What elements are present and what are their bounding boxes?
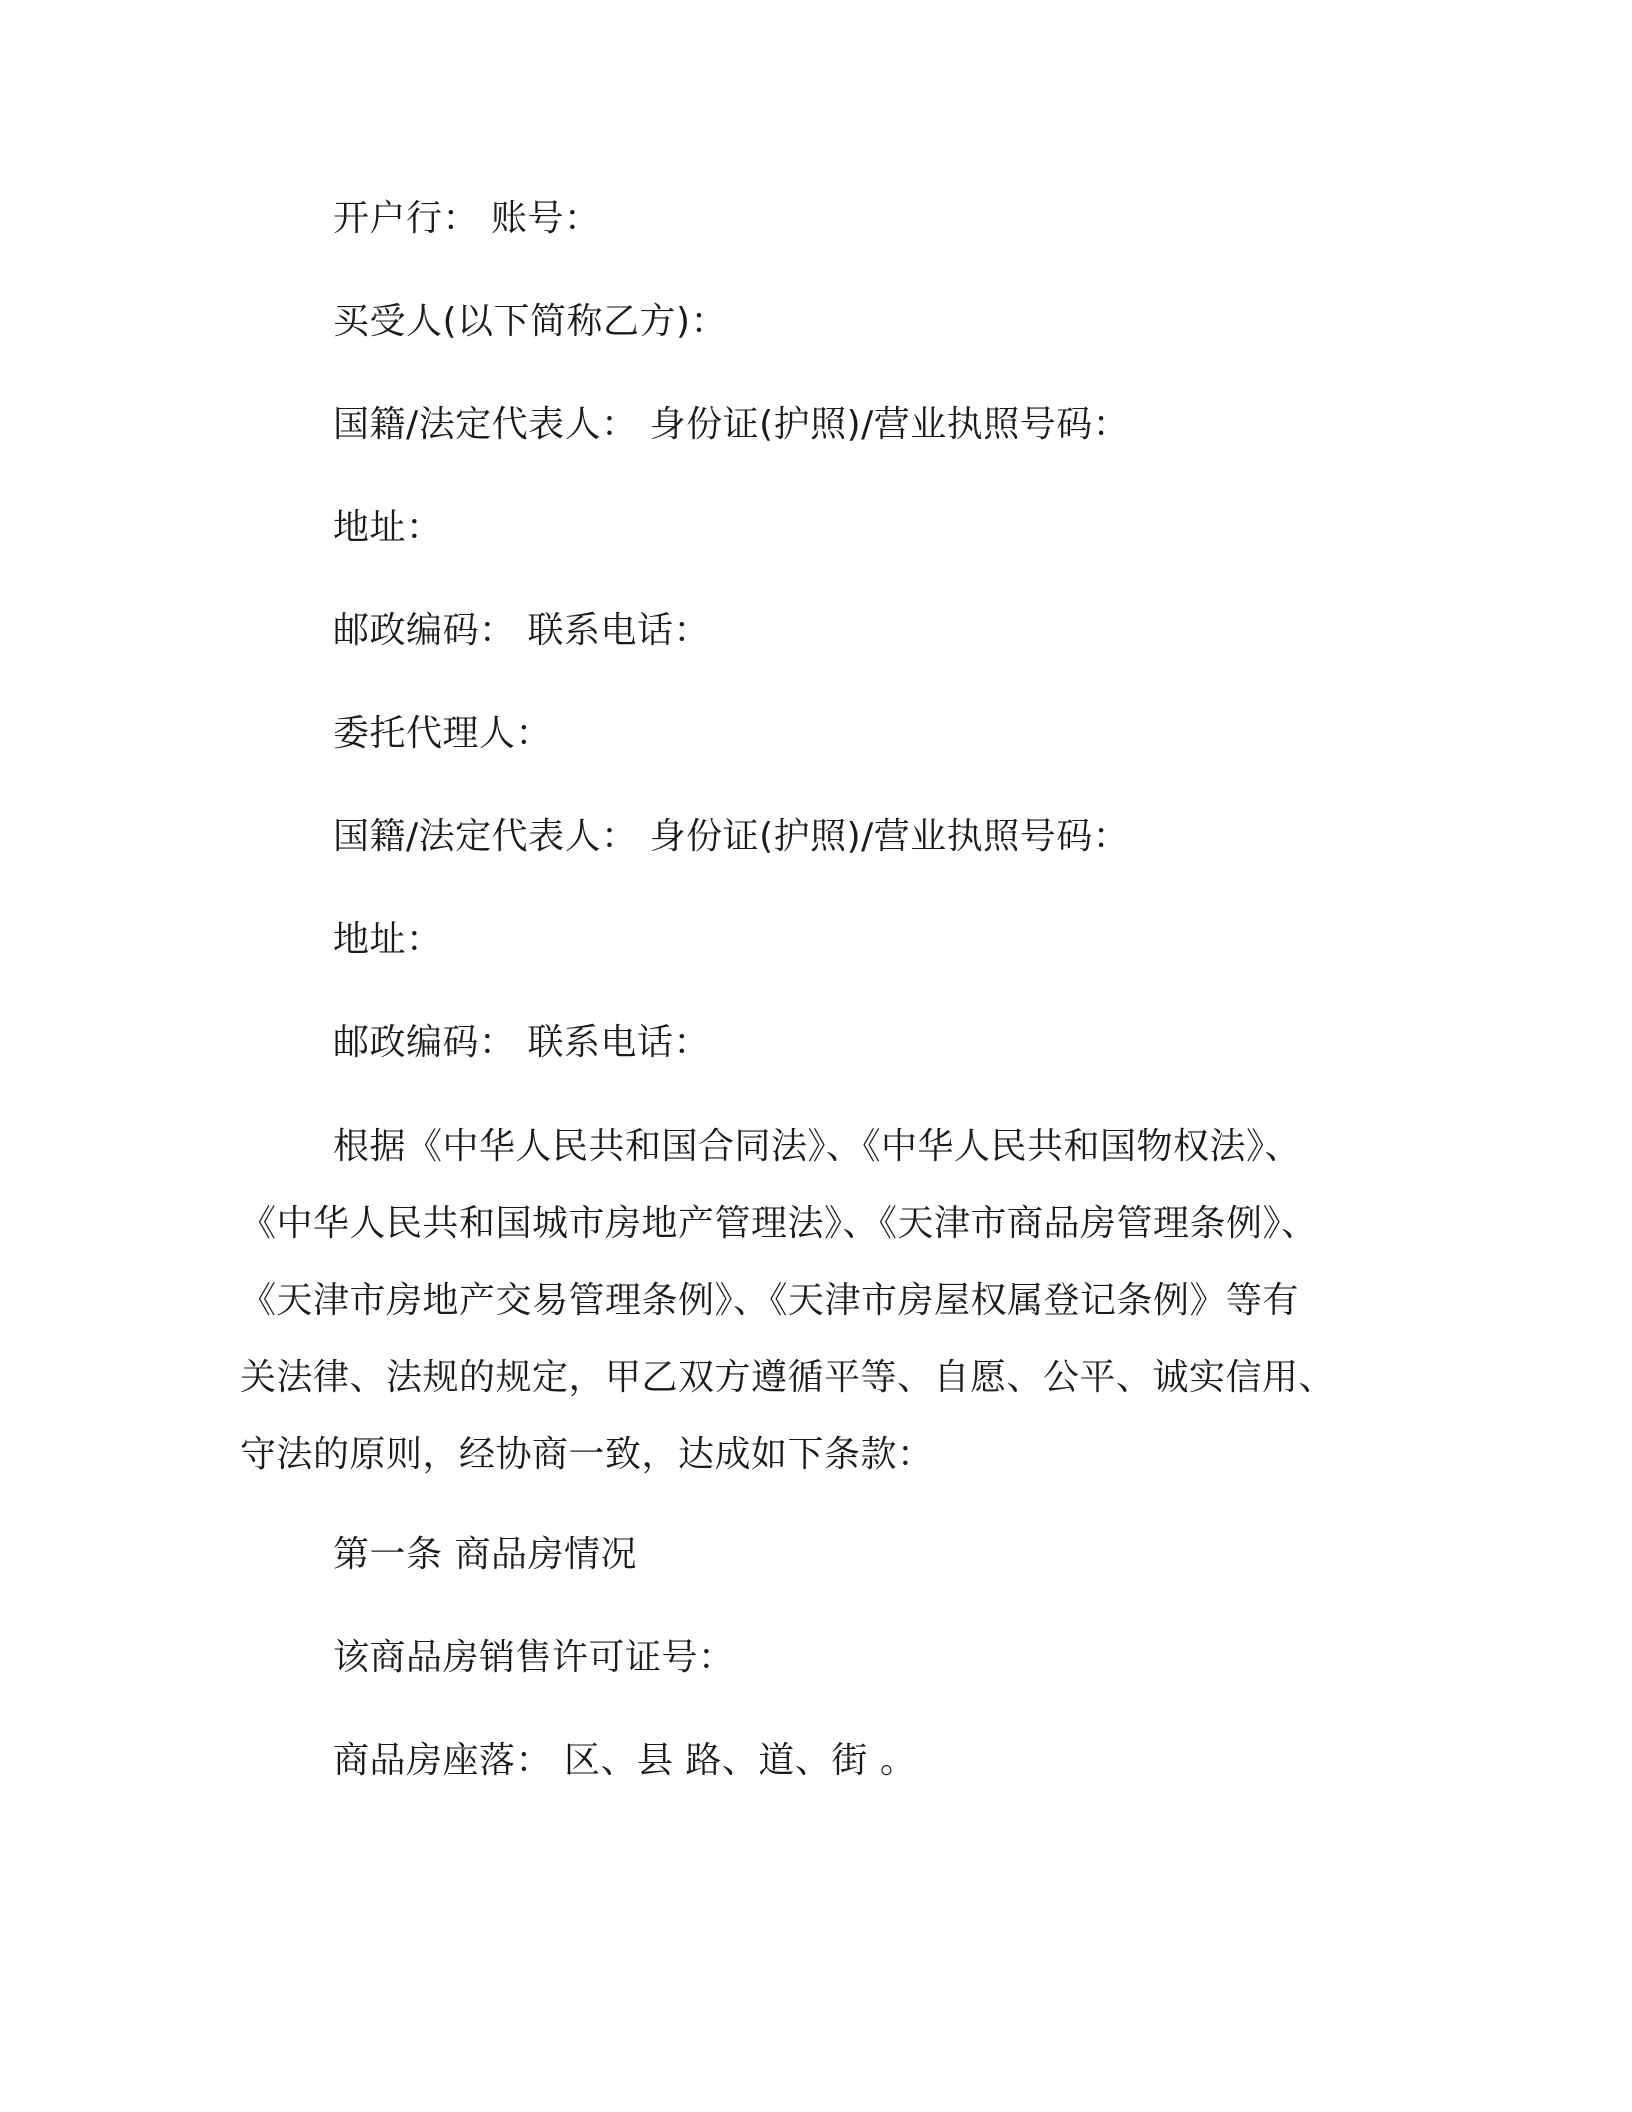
article-heading: 第一条 商品房情况 bbox=[333, 1534, 637, 1575]
sales-license-line: 该商品房销售许可证号： bbox=[333, 1637, 735, 1678]
paragraph-line: 关法律、法规的规定，甲乙双方遵循平等、自愿、公平、诚实信用、 bbox=[240, 1357, 1336, 1398]
bank-account-line: 开户行： 账号： bbox=[333, 198, 601, 239]
paragraph-line: 守法的原则，经协商一致，达成如下条款： bbox=[240, 1434, 934, 1475]
buyer-address-line: 地址： bbox=[333, 507, 443, 548]
buyer-line: 买受人(以下简称乙方)： bbox=[333, 301, 728, 342]
paragraph-line: 《中华人民共和国城市房地产管理法》、《天津市商品房管理条例》、 bbox=[240, 1203, 1318, 1244]
paragraph-line: 《天津市房地产交易管理条例》、《天津市房屋权属登记条例》等有 bbox=[240, 1280, 1300, 1321]
agent-nationality-id-line: 国籍/法定代表人： 身份证(护照)/营业执照号码： bbox=[333, 816, 1130, 857]
agent-address-line: 地址： bbox=[333, 919, 443, 960]
agent-line: 委托代理人： bbox=[333, 713, 553, 754]
buyer-postcode-phone-line: 邮政编码： 联系电话： bbox=[333, 610, 710, 651]
paragraph-line: 根据《中华人民共和国合同法》、《中华人民共和国物权法》、 bbox=[333, 1126, 1302, 1167]
buyer-nationality-id-line: 国籍/法定代表人： 身份证(护照)/营业执照号码： bbox=[333, 404, 1130, 445]
property-location-line: 商品房座落： 区、县 路、道、街 。 bbox=[333, 1740, 917, 1781]
legal-basis-paragraph bbox=[240, 1108, 1400, 1493]
agent-postcode-phone-line: 邮政编码： 联系电话： bbox=[333, 1022, 710, 1063]
